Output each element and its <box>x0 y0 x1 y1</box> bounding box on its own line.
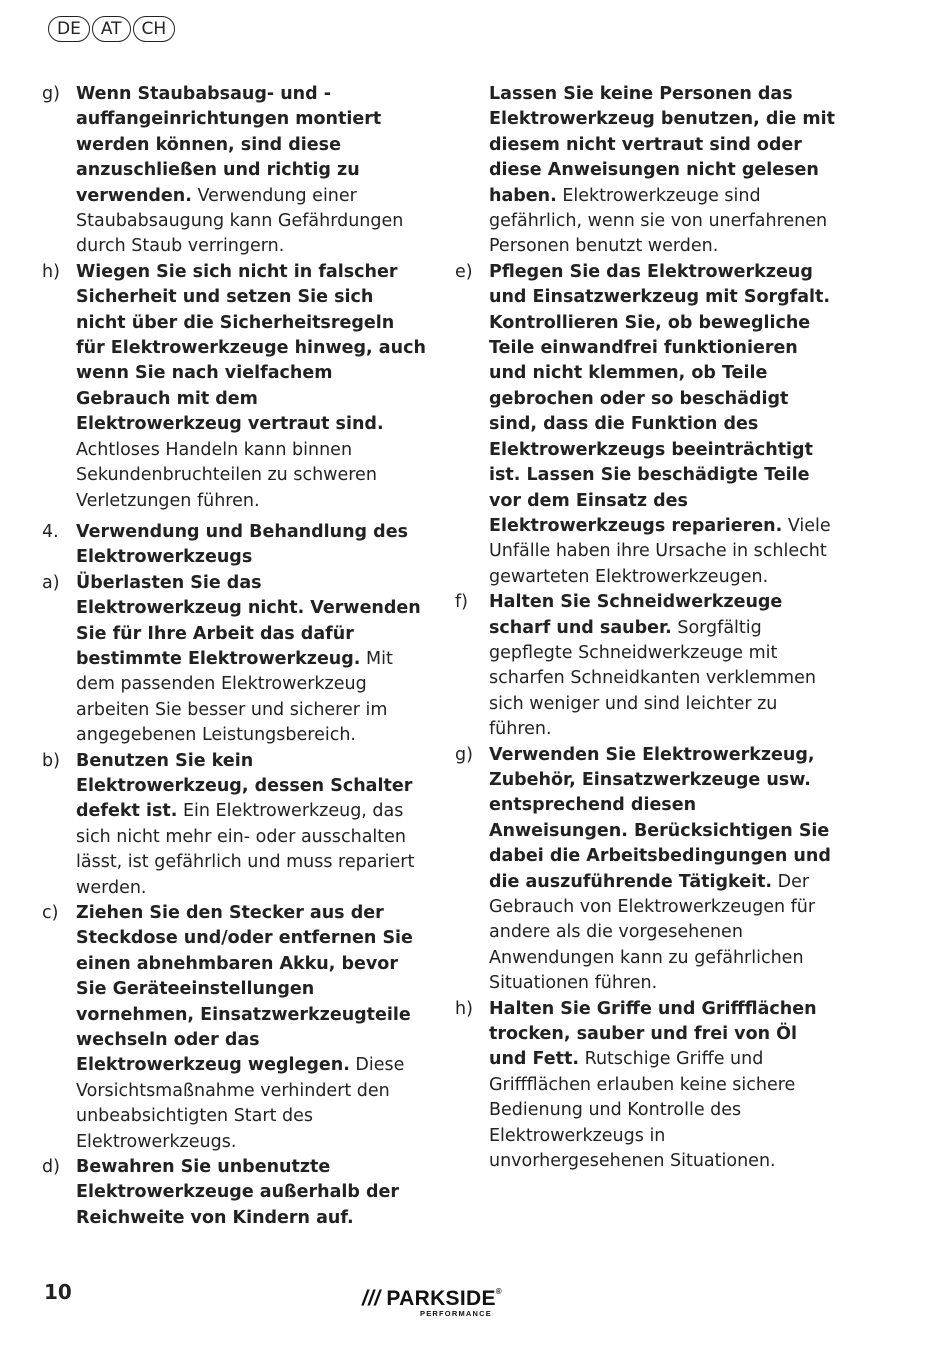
item-text <box>76 260 427 514</box>
item-bold-text: Benutzen Sie kein Elektrowerkzeug, dessen Schalter defekt ist. <box>76 750 413 822</box>
list-item-e <box>455 260 840 590</box>
item-bold-text: Wiegen Sie sich nicht in falscher Sicherheit und setzen Sie sich nicht über die Sicherheitsregeln für Elektrowerkzeuge hinweg, auch wenn Sie nach vielfachem Gebrauch mit dem Elektrowerkzeug vertraut sind. <box>76 261 426 435</box>
item-label: h) <box>42 261 60 282</box>
item-label: g) <box>42 84 60 104</box>
item-text <box>489 260 840 590</box>
list-item-d-continued <box>455 82 840 260</box>
language-badge-ch: CH <box>133 16 176 42</box>
list-item-f <box>455 590 840 742</box>
item-label: e) <box>455 261 473 282</box>
item-body-text: Verwendung einer Staubabsaugung kann Gefährdungen durch Staub verringern. <box>76 185 404 257</box>
item-text <box>489 997 840 1175</box>
list-item-g <box>42 82 427 260</box>
section-title: Verwendung und Behandlung des Elektrowerkzeugs <box>76 521 408 568</box>
item-bold-text: Halten Sie Griffe und Griffflächen trocken, sauber und frei von Öl und Fett. <box>489 998 817 1070</box>
item-bold-text: Lassen Sie keine Personen das Elektrowerkzeug benutzen, die mit diesem nicht vertraut sind oder diese Anweisungen nicht gelesen haben. <box>489 84 835 206</box>
item-bold-text: Ziehen Sie den Stecker aus der Steckdose und/oder entfernen Sie einen abnehmbaren Akku, bevor Sie Geräteeinstellungen vornehmen, Einsatzwerkzeugteile wechseln oder das Elektrowerkzeug weglegen. <box>76 903 413 1076</box>
item-label: g) <box>455 744 473 765</box>
item-bold-text: Halten Sie Schneidwerkzeuge scharf und sauber. <box>489 592 783 638</box>
right-column <box>455 82 840 1174</box>
list-item-c <box>42 901 427 1155</box>
page-number: 10 <box>44 1280 72 1304</box>
item-text <box>76 1155 427 1231</box>
list-item-b <box>42 749 427 901</box>
item-body-text: Ein Elektrowerkzeug, das sich nicht mehr ein- oder ausschalten lässt, ist gefährlich und muss repariert werden. <box>76 801 415 898</box>
item-body-text: Diese Vorsichtsmaßnahme verhindert den unbeabsichtigten Start des Elektrowerkzeugs. <box>76 1055 405 1152</box>
item-text <box>489 82 840 260</box>
item-label: b) <box>42 750 60 771</box>
list-item-d <box>42 1155 427 1231</box>
logo-main <box>362 1287 502 1311</box>
language-badges <box>48 16 175 42</box>
item-text <box>76 901 427 1155</box>
logo-name: PARKSIDE <box>386 1287 496 1310</box>
item-text <box>76 749 427 901</box>
item-label: f) <box>455 592 468 613</box>
list-item-h <box>455 997 840 1175</box>
item-bold-text: Bewahren Sie unbenutzte Elektrowerkzeuge außerhalb der Reichweite von Kindern auf. <box>76 1157 400 1228</box>
item-body-text: Sorgfältig gepflegte Schneidwerkzeuge mit scharfen Schneidkanten verklemmen sich weniger und sind leichter zu führen. <box>489 617 816 740</box>
item-body-text: Der Gebrauch von Elektrowerkzeugen für andere als die vorgesehenen Anwendungen kann zu gefährlichen Situationen führen. <box>489 871 816 994</box>
item-bold-text: Pflegen Sie das Elektrowerkzeug und Einsatzwerkzeug mit Sorgfalt. Kontrollieren Sie, ob bewegliche Teile einwandfrei funktionieren und nicht klemmen, ob Teile gebrochen oder so beschädigt sind, dass die Funktion des Elektrowerkzeugs beeinträchtigt ist. Lassen Sie beschädigte Teile vor dem Einsatz des Elektrowerkzeugs reparieren. <box>489 261 831 536</box>
list-item-h <box>42 260 427 514</box>
item-text <box>76 82 427 260</box>
item-body-text: Achtloses Handeln kann binnen Sekundenbruchteilen zu schweren Verletzungen führen. <box>76 439 377 511</box>
item-label: c) <box>42 903 59 923</box>
section-heading-4 <box>42 520 427 571</box>
left-column <box>42 82 427 1231</box>
item-bold-text: Verwenden Sie Elektrowerkzeug, Zubehör, Einsatzwerkzeuge usw. entsprechend diesen Anweisungen. Berücksichtigen Sie dabei die Arbeitsbedingungen und die auszuführende Tätigkeit. <box>489 744 831 892</box>
item-text <box>489 743 840 997</box>
item-text <box>76 571 427 749</box>
language-badge-at: AT <box>92 16 131 42</box>
registered-mark: ® <box>495 1287 502 1296</box>
item-label-empty <box>455 82 489 260</box>
list-item-a <box>42 571 427 749</box>
parkside-logo <box>362 1287 502 1318</box>
logo-subtitle: PERFORMANCE <box>420 1309 492 1318</box>
logo-stripes: /// <box>362 1287 381 1310</box>
item-body-text: Elektrowerkzeuge sind gefährlich, wenn sie von unerfahrenen Personen benutzt werden. <box>489 185 828 257</box>
item-label: a) <box>42 572 60 593</box>
item-label: d) <box>42 1157 60 1178</box>
item-body-text: Viele Unfälle haben ihre Ursache in schlecht gewarteten Elektrowerkzeugen. <box>489 515 831 587</box>
item-bold-text: Wenn Staubabsaug- und -auffangeinrichtungen montiert werden können, sind diese anzuschließen und richtig zu verwenden. <box>76 84 382 206</box>
list-item-g <box>455 743 840 997</box>
item-body-text: Rutschige Griffe und Griffflächen erlauben keine sichere Bedienung und Kontrolle des Elektrowerkzeugs in unvorhergesehenen Situationen. <box>489 1049 796 1172</box>
item-body-text: Mit dem passenden Elektrowerkzeug arbeiten Sie besser und sicherer im angegebenen Leistungsbereich. <box>76 648 393 746</box>
section-number: 4. <box>42 521 59 542</box>
item-bold-text: Überlasten Sie das Elektrowerkzeug nicht. Verwenden Sie für Ihre Arbeit das dafür bestimmte Elektrowerkzeug. <box>76 572 421 669</box>
language-badge-de: DE <box>48 16 90 42</box>
item-label: h) <box>455 998 473 1019</box>
item-text <box>489 590 840 742</box>
